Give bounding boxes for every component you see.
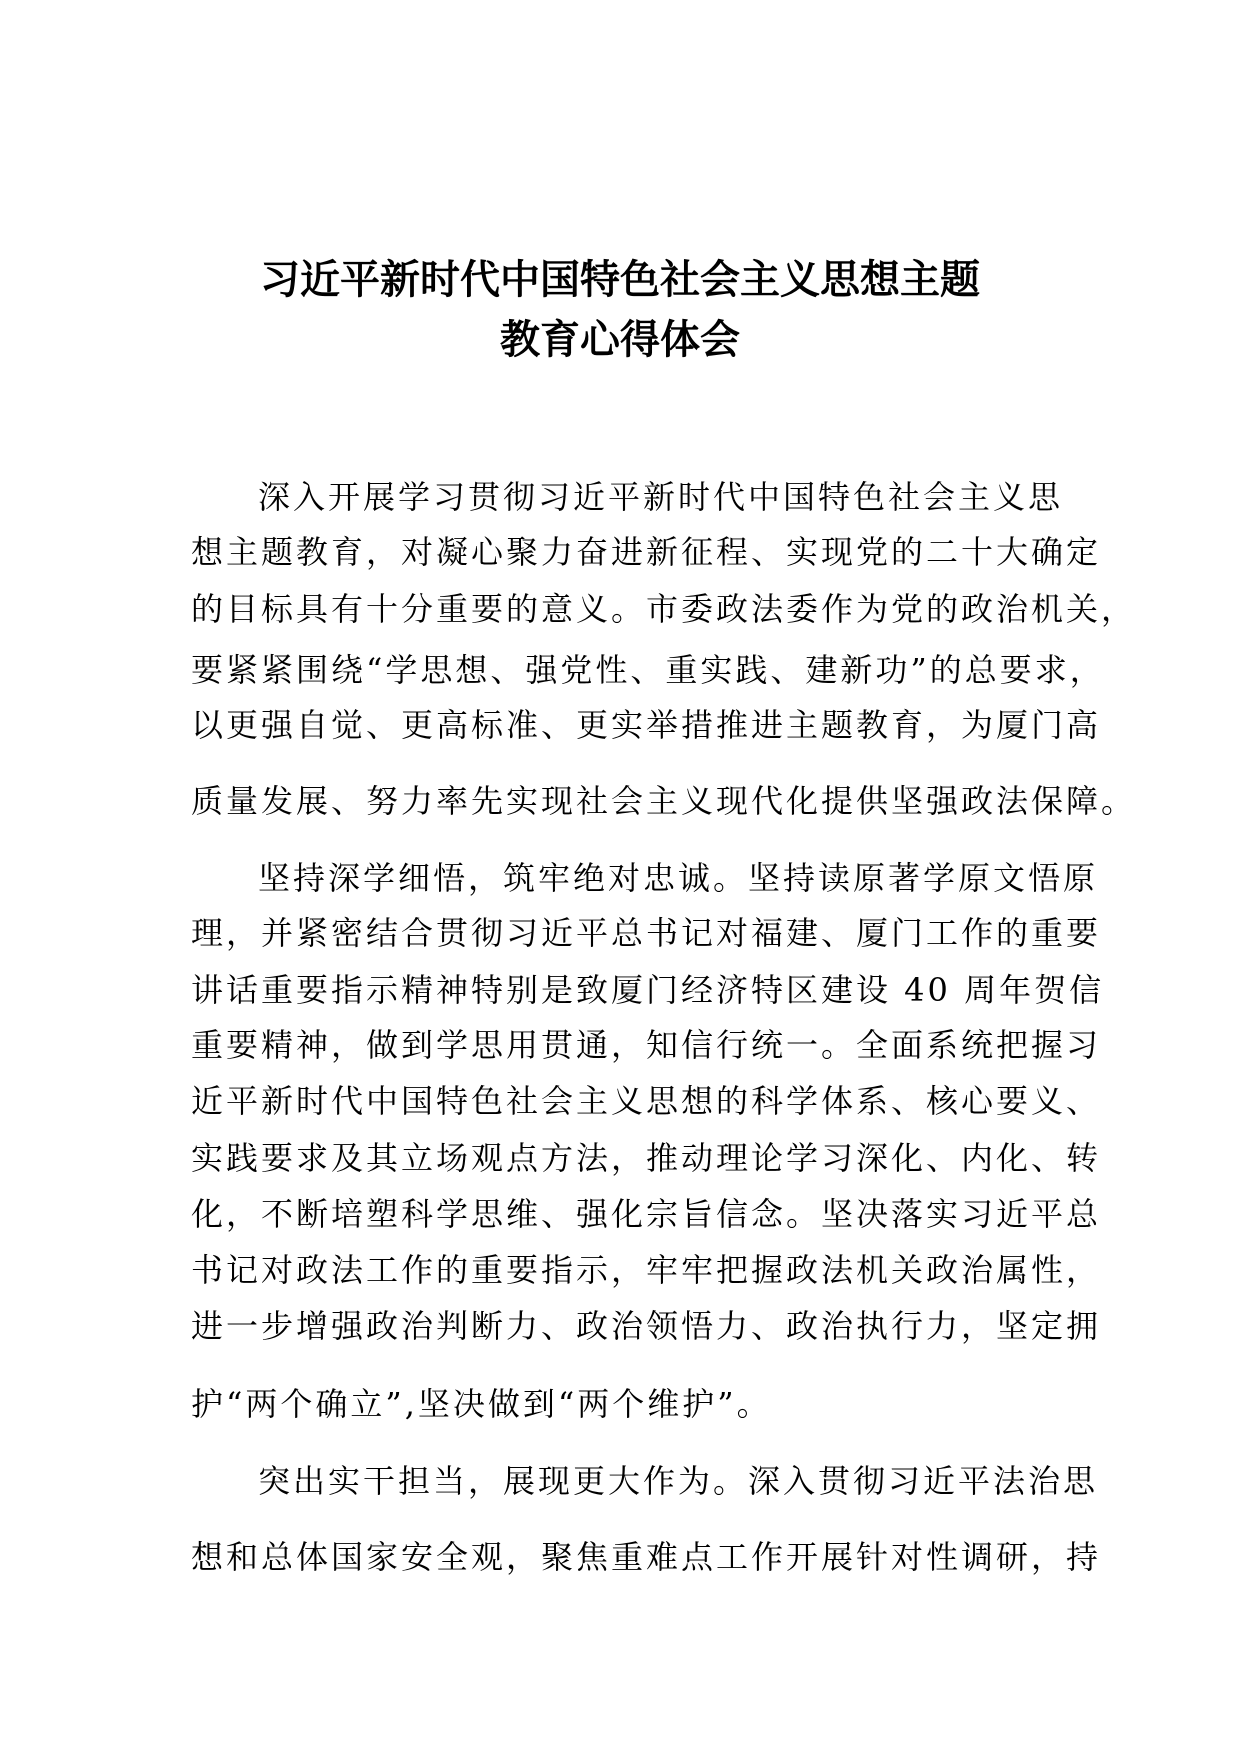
paragraph-2-line: 护“两个确立”,坚决做到“两个维护”。 xyxy=(191,1385,772,1423)
paragraph-1-line: 深入开展学习贯彻习近平新时代中国特色社会主义思 xyxy=(258,478,1064,516)
document-title-line-1: 习近平新时代中国特色社会主义思想主题 xyxy=(260,257,980,303)
paragraph-2-line: 重要精神，做到学思用贯通，知信行统一。全面系统把握习 xyxy=(191,1026,1102,1064)
paragraph-2-line: 讲话重要指示精神特别是致厦门经济特区建设 40 周年贺信 xyxy=(191,971,1105,1009)
paragraph-2-line: 进一步增强政治判断力、政治领悟力、政治执行力，坚定拥 xyxy=(191,1307,1102,1345)
paragraph-2-line: 理，并紧密结合贯彻习近平总书记对福建、厦门工作的重要 xyxy=(191,914,1102,952)
paragraph-2-line: 近平新时代中国特色社会主义思想的科学体系、核心要义、 xyxy=(191,1082,1102,1120)
paragraph-1-line: 的目标具有十分重要的意义。市委政法委作为党的政治机关， xyxy=(191,590,1137,628)
paragraph-3-line: 突出实干担当，展现更大作为。深入贯彻习近平法治思 xyxy=(258,1462,1099,1500)
paragraph-1-line: 以更强自觉、更高标准、更实举措推进主题教育，为厦门高 xyxy=(191,706,1102,744)
paragraph-2-line: 坚持深学细悟，筑牢绝对忠诚。坚持读原著学原文悟原 xyxy=(258,859,1099,897)
paragraph-1-line: 质量发展、努力率先实现社会主义现代化提供坚强政法保障。 xyxy=(191,782,1137,820)
paragraph-2-line: 化，不断培塑科学思维、强化宗旨信念。坚决落实习近平总 xyxy=(191,1195,1102,1233)
paragraph-2-line: 实践要求及其立场观点方法，推动理论学习深化、内化、转 xyxy=(191,1139,1102,1177)
paragraph-2-line: 书记对政法工作的重要指示，牢牢把握政法机关政治属性， xyxy=(191,1251,1102,1289)
document-title-line-2: 教育心得体会 xyxy=(500,317,740,363)
paragraph-1-line: 要紧紧围绕“学思想、强党性、重实践、建新功”的总要求， xyxy=(191,651,1105,689)
paragraph-1-line: 想主题教育，对凝心聚力奋进新征程、实现党的二十大确定 xyxy=(191,533,1102,571)
paragraph-3-line: 想和总体国家安全观，聚焦重难点工作开展针对性调研，持 xyxy=(191,1538,1102,1576)
